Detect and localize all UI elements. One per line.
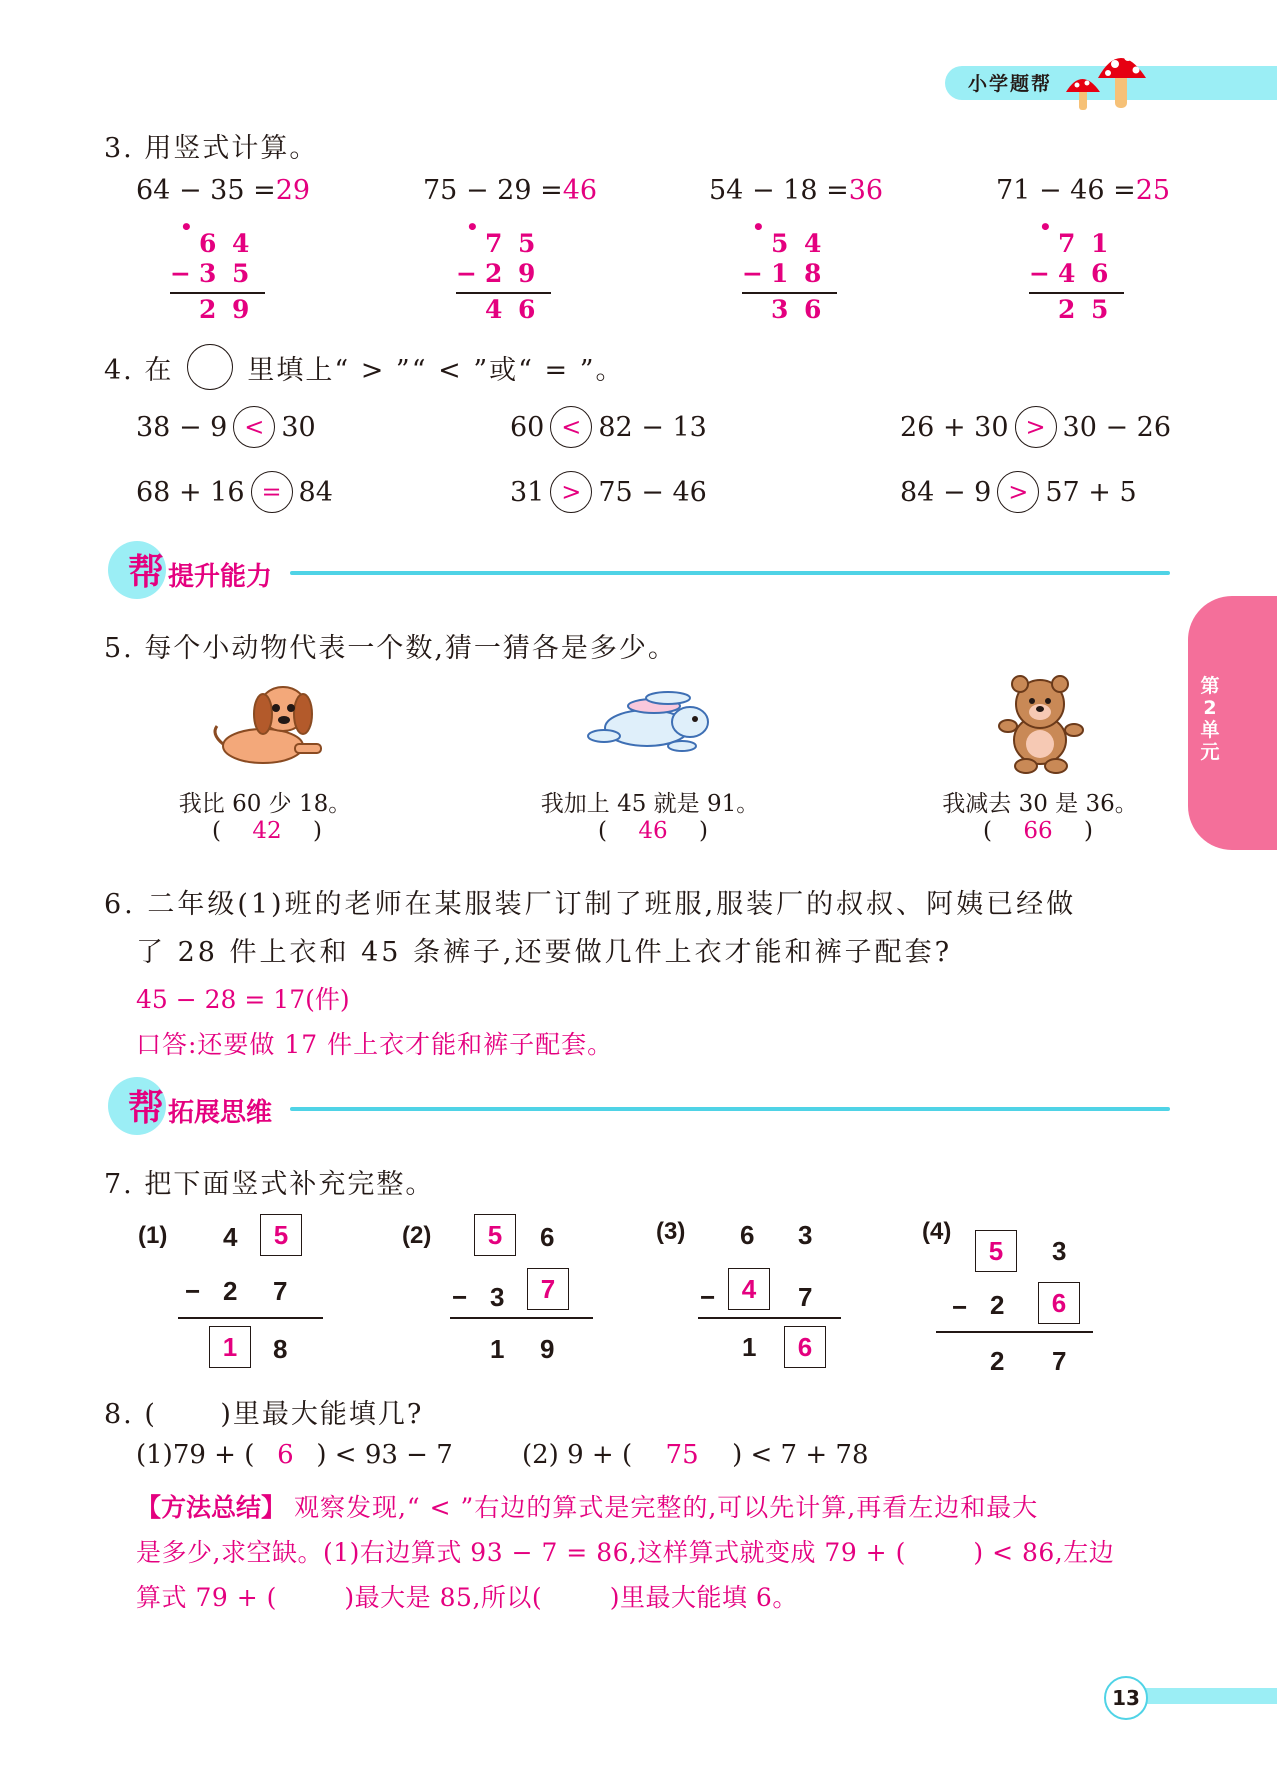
digit: 8 [273,1334,288,1364]
digit: 9 [232,295,250,324]
compare-item [900,471,1137,513]
answer-box: 5 [260,1214,302,1256]
digit: 3 [798,1220,813,1250]
equation-expr: 64 − 35 = [136,175,276,206]
side-tab-char: 2 [1203,697,1217,719]
digit: 4 [223,1222,238,1252]
digit: 5 [771,229,789,258]
compare-item [136,406,316,448]
digit: 1 [742,1332,757,1362]
digit: 6 [199,229,217,258]
digit: 7 [273,1276,288,1306]
compare-sign: > [550,471,592,513]
digit: 6 [804,295,822,324]
answer-box: 5 [975,1230,1017,1272]
digit: 3 [1052,1236,1067,1266]
section-divider [290,571,1170,575]
animal-caption: 我加上 45 就是 91。 [540,791,760,817]
q8-title: 8. ( )里最大能填几? [104,1399,424,1430]
section-title: 拓展思维 [168,1098,273,1128]
footer-bar [1130,1688,1277,1704]
equation-answer: 25 [1135,175,1171,206]
equation-answer: 29 [275,175,311,206]
digit: 2 [485,259,503,288]
q3-vertical-2: • 7 5 − 2 9 4 6 [456,229,566,325]
minus-sign: − [1029,259,1050,288]
q3-equation-1 [136,175,310,206]
compare-right: 75 − 46 [598,476,707,508]
animal-answer [598,818,708,844]
q3-equation-4 [996,175,1170,206]
answer-box: 7 [527,1268,569,1310]
side-tab-char: 元 [1200,741,1220,763]
animal-answer [983,818,1093,844]
rabbit-icon [582,686,722,762]
q3-vertical-3: • 5 4 − 1 8 3 6 [742,229,852,325]
q4-title [104,344,625,390]
compare-item [136,471,333,513]
digit: 6 [740,1220,755,1250]
compare-right: 84 [298,476,333,508]
answer-value: 6 [277,1440,294,1470]
digit: 4 [232,229,250,258]
q8-part-1 [136,1440,453,1470]
digit: 2 [199,295,217,324]
digit: 7 [798,1282,813,1312]
digit: 2 [223,1276,238,1306]
q3-equation-3 [709,175,883,206]
digit: 2 [990,1290,1005,1320]
digit: 3 [199,259,217,288]
method-line-2: 是多少,求空缺。(1)右边算式 93 − 7 = 86,这样算式就变成 79 + ( ) < 86,左边 [136,1538,1115,1567]
q6-answer: 口答:还要做 17 件上衣才能和裤子配套。 [136,1030,614,1059]
problem-label: (2) [402,1222,432,1249]
paren-close: ) [699,818,708,844]
paren-open: ( [983,818,992,844]
digit: 4 [804,229,822,258]
equation-expr: 54 − 18 = [709,175,849,206]
answer-box: 4 [728,1268,770,1310]
digit: 1 [490,1334,505,1364]
minus-sign: − [452,1282,468,1312]
q3-title: 3. 用竖式计算。 [104,133,319,164]
problem-label: (4) [922,1218,952,1245]
compare-right: 30 [281,411,316,443]
digit: 8 [804,259,822,288]
q5-title: 5. 每个小动物代表一个数,猜一猜各是多少。 [104,633,677,664]
minus-sign: − [742,259,763,288]
compare-item [510,471,707,513]
digit: 6 [540,1222,555,1252]
digit: 7 [1052,1346,1067,1376]
sum-line [698,1317,841,1319]
compare-left: 31 [510,476,545,508]
q7-title: 7. 把下面竖式补充完整。 [104,1169,435,1200]
method-line-3: 算式 79 + ( )最大是 85,所以( )里最大能填 6。 [136,1583,798,1612]
q3-vertical-4: • 7 1 − 4 6 2 5 [1029,229,1139,325]
digit: 2 [990,1346,1005,1376]
compare-right: 57 + 5 [1045,476,1137,508]
method-line-1 [136,1488,1038,1524]
q4-title-pre: 4. 在 [104,354,174,386]
sum-line [450,1317,593,1319]
digit: 2 [1058,295,1076,324]
minus-sign: − [700,1282,716,1312]
compare-sign: > [997,471,1039,513]
digit: 7 [485,229,503,258]
answer-box: 6 [1038,1282,1080,1324]
equation-expr: 75 − 29 = [423,175,563,206]
equation-answer: 36 [848,175,884,206]
answer-value: 46 [638,818,668,844]
q6-line-2: 了 28 件上衣和 45 条裤子,还要做几件上衣才能和裤子配套? [136,937,953,968]
digit: 9 [540,1334,555,1364]
header-brand: 小学题帮 [968,73,1053,95]
compare-left: 84 − 9 [900,476,992,508]
digit: 1 [771,259,789,288]
minus-sign: − [170,259,191,288]
q8-part2-post: ) < 7 + 78 [732,1440,869,1470]
compare-sign: < [550,406,592,448]
q6-calc: 45 − 28 = 17(件) [136,985,350,1014]
problem-label: (3) [656,1218,686,1245]
compare-left: 60 [510,411,545,443]
method-label: 【方法总结】 [136,1493,287,1522]
digit: 4 [1058,259,1076,288]
section-badge-char: 帮 [128,1088,165,1129]
digit: 5 [1091,295,1109,324]
digit: 1 [1091,229,1109,258]
digit: 5 [518,229,536,258]
sum-line [936,1331,1093,1333]
compare-right: 82 − 13 [598,411,707,443]
compare-sign: = [251,471,293,513]
paren-close: ) [1084,818,1093,844]
compare-left: 26 + 30 [900,411,1009,443]
digit: 9 [518,259,536,288]
side-tab-char: 第 [1200,675,1220,697]
q8-part1-post: ) < 93 − 7 [316,1440,453,1470]
digit: 3 [771,295,789,324]
section-title: 提升能力 [168,562,273,592]
compare-sign: > [1015,406,1057,448]
compare-right: 30 − 26 [1062,411,1172,443]
minus-sign: − [456,259,477,288]
q8-part1-pre: (1)79 + ( [136,1440,255,1470]
q4-title-post: 里填上“ > ”“ < ”或“ = ”。 [247,354,625,386]
compare-item [510,406,707,448]
mushroom-icon [1060,44,1150,114]
q8-part-2 [522,1440,869,1470]
page-number: 13 [1104,1676,1148,1720]
q6-line-1: 6. 二年级(1)班的老师在某服装厂订制了班服,服装厂的叔叔、阿姨已经做 [104,889,1077,920]
answer-box: 5 [474,1214,516,1256]
method-text: 观察发现,“ < ”右边的算式是完整的,可以先计算,再看左边和最大 [293,1493,1039,1522]
compare-left: 68 + 16 [136,476,245,508]
sum-line [178,1317,323,1319]
section-divider [290,1107,1170,1111]
animal-caption: 我比 60 少 18。 [178,791,352,817]
q3-vertical-1: • 6 4 − 3 5 2 9 [170,229,280,325]
digit: 6 [1091,259,1109,288]
side-tab-label [1195,675,1225,763]
equation-answer: 46 [562,175,598,206]
paren-close: ) [313,818,322,844]
digit: 5 [232,259,250,288]
blank-circle-icon [187,344,233,390]
digit: 7 [1058,229,1076,258]
bear-icon [990,670,1090,776]
digit: 4 [485,295,503,324]
q3-equation-2 [423,175,597,206]
problem-label: (1) [138,1222,168,1249]
answer-value: 42 [252,818,282,844]
q8-part2-pre: (2) 9 + ( [522,1440,633,1470]
compare-sign: < [233,406,275,448]
animal-caption: 我减去 30 是 36。 [942,791,1138,817]
answer-value: 75 [665,1440,699,1470]
answer-box: 6 [784,1326,826,1368]
compare-item [900,406,1171,448]
side-tab-char: 单 [1200,719,1220,741]
equation-expr: 71 − 46 = [996,175,1136,206]
answer-box: 1 [209,1326,251,1368]
answer-value: 66 [1023,818,1053,844]
minus-sign: − [952,1292,968,1322]
digit: 6 [518,295,536,324]
section-badge-char: 帮 [128,552,165,593]
paren-open: ( [598,818,607,844]
animal-answer [212,818,322,844]
dog-icon [205,674,325,774]
paren-open: ( [212,818,221,844]
minus-sign: − [185,1276,201,1306]
digit: 3 [490,1282,505,1312]
compare-left: 38 − 9 [136,411,228,443]
